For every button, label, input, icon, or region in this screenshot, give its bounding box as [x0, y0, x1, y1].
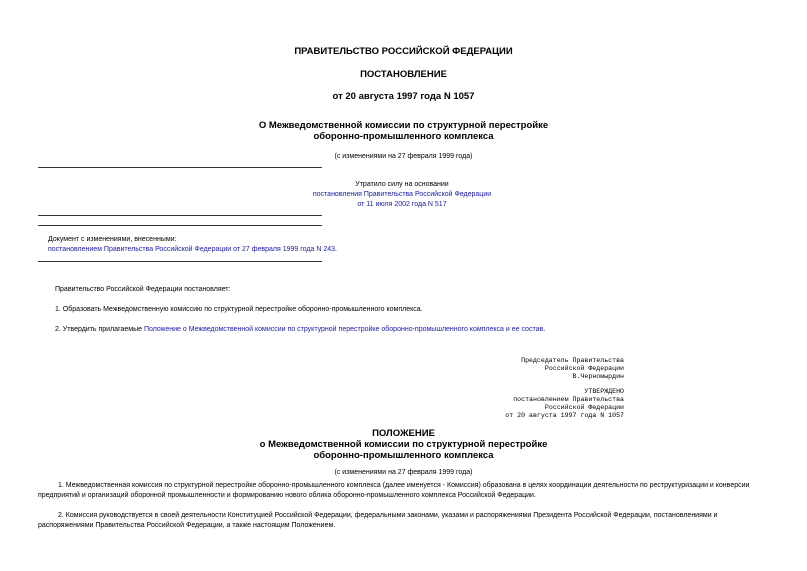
- paragraph-1-line1: 1. Межведомственная комиссия по структурной перестройке оборонно-промышленного комплекса (далее именуется - Комиссия) образована в целях координации деятельности по реструктуризации и конверсии: [58, 482, 750, 489]
- signature-line1: Председатель Правительства: [521, 357, 624, 364]
- approval-block: [420, 388, 624, 420]
- signature-line3: В.Черномырдин: [572, 373, 624, 380]
- paragraph-1-line2: предприятий и организаций оборонной промышленности и формированию нового облика оборонно-промышленного комплекса Российской Федерации.: [38, 492, 536, 499]
- approval-line1: УТВЕРЖДЕНО: [584, 388, 624, 395]
- government-title: ПРАВИТЕЛЬСТВО РОССИЙСКОЙ ФЕДЕРАЦИИ: [294, 46, 513, 57]
- amendments-suffix: .: [335, 246, 337, 253]
- divider: [38, 167, 322, 168]
- divider: [38, 225, 322, 226]
- regulation-heading: ПОЛОЖЕНИЕ: [372, 428, 435, 439]
- paragraph-2-line2: распоряжениями Правительства Российской Федерации, а также настоящим Положением.: [38, 522, 336, 529]
- amendments-line: [48, 246, 337, 253]
- regulation-paragraph-1: [38, 481, 768, 501]
- divider: [38, 215, 322, 216]
- amendments-label: Документ с изменениями, внесенными:: [48, 236, 177, 243]
- document-title-line1: О Межведомственной комиссии по структурной перестройке: [258, 120, 549, 131]
- signature-block: [420, 357, 624, 381]
- regulation-amendment-note: (с изменениями на 27 февраля 1999 года): [334, 469, 473, 476]
- approval-line3: Российской Федерации: [544, 404, 624, 411]
- paragraph-2-line1: 2. Комиссия руководствуется в своей деятельности Конституцией Российской Федерации, федеральными законами, указами и распоряжениями Президента Российской Федерации, постановлениями и: [58, 512, 718, 519]
- item-2-link[interactable]: Положение о Межведомственной комиссии по структурной перестройке оборонно-промышленного комплекса и ее состав: [143, 326, 544, 333]
- document-type: ПОСТАНОВЛЕНИЕ: [360, 69, 447, 80]
- item-2: [55, 326, 545, 333]
- signature-line2: Российской Федерации: [544, 365, 624, 372]
- regulation-paragraph-2: [38, 511, 768, 531]
- amendment-note: (с изменениями на 27 февраля 1999 года): [334, 153, 473, 160]
- status-line: Утратило силу на основании: [355, 181, 449, 188]
- amendments-link[interactable]: постановлением Правительства Российской Федерации от 27 февраля 1999 года N 243: [48, 246, 335, 253]
- regulation-title-line1: о Межведомственной комиссии по структурной перестройке: [259, 439, 548, 450]
- approval-line4: от 20 августа 1997 года N 1057: [505, 412, 624, 419]
- document-date-number: от 20 августа 1997 года N 1057: [332, 91, 475, 102]
- status-link-date[interactable]: от 11 июля 2002 года N 517: [357, 201, 447, 208]
- item-2-prefix: 2. Утвердить прилагаемые: [55, 326, 144, 333]
- status-link-resolution[interactable]: постановления Правительства Российской Федерации: [312, 191, 492, 198]
- item-2-suffix: .: [543, 326, 546, 333]
- regulation-title-line2: оборонно-промышленного комплекса: [313, 450, 494, 461]
- document-title-line2: оборонно-промышленного комплекса: [313, 131, 494, 142]
- intro-text: Правительство Российской Федерации постановляет:: [55, 286, 231, 293]
- item-1: 1. Образовать Межведомственную комиссию по структурной перестройке оборонно-промышленного комплекса.: [55, 306, 423, 313]
- approval-line2: постановлением Правительства: [513, 396, 624, 403]
- divider: [38, 261, 322, 262]
